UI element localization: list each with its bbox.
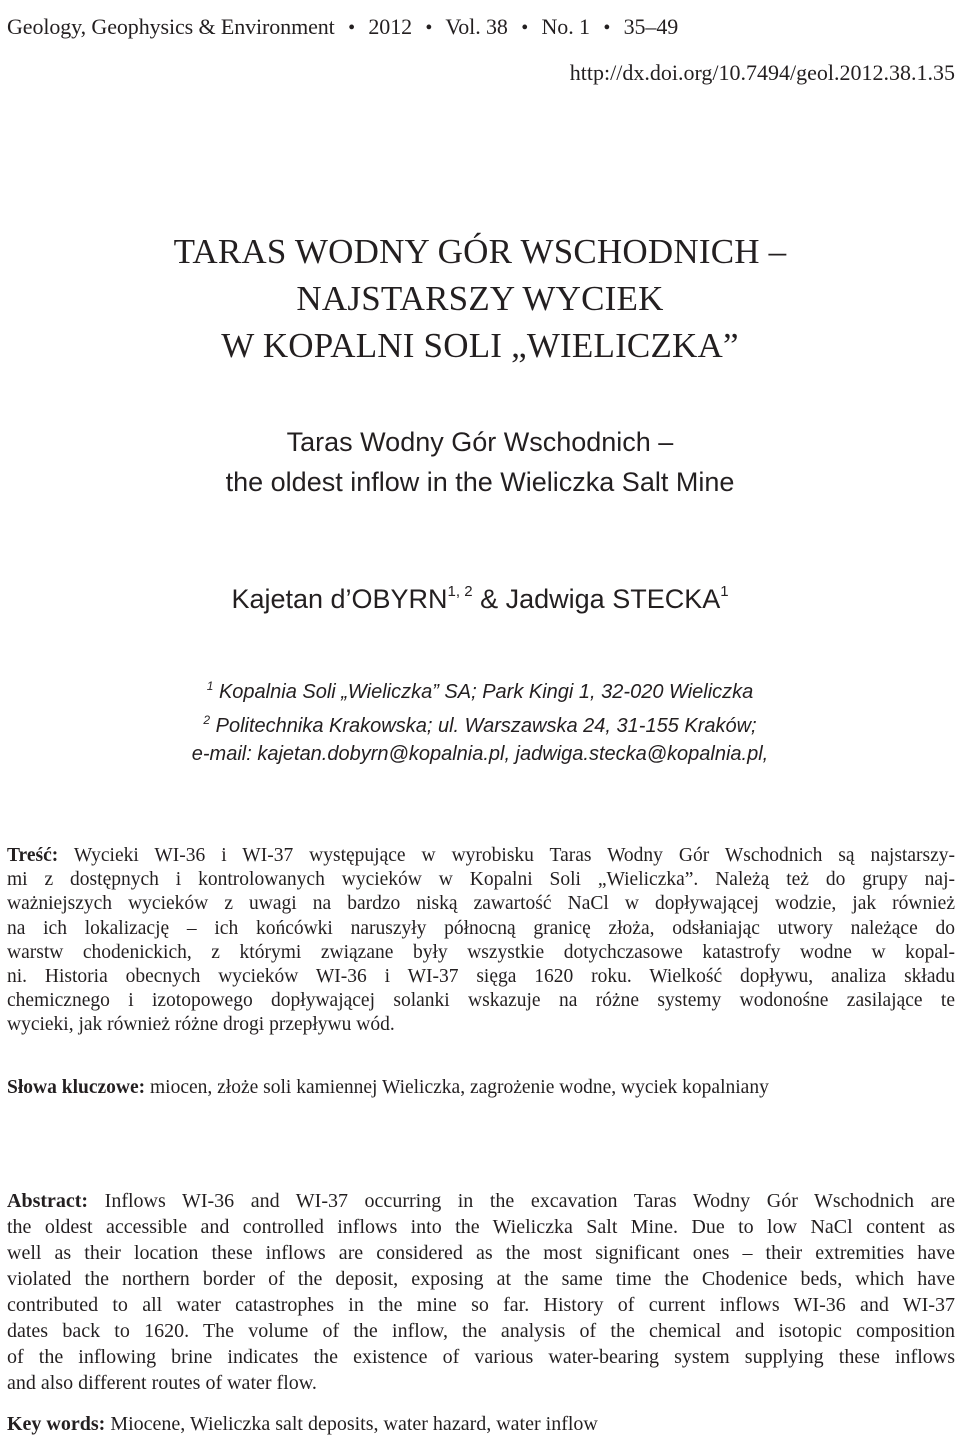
paragraph-text: Inflows WI-36 and WI-37 occurring in the excavation Taras Wodny Gór Wschodnich are <box>88 1190 955 1212</box>
journal-pages: 35–49 <box>623 14 679 39</box>
keywords-english-text: Miocene, Wieliczka salt deposits, water hazard, water inflow <box>105 1413 598 1435</box>
paragraph-line <box>7 844 955 868</box>
bullet-separator: • <box>603 17 611 39</box>
author-name: Jadwiga STECKA <box>505 584 721 614</box>
paragraph-line: violated the northern border of the deposit, exposing at the same time the Chodenice beds, which have <box>7 1268 955 1290</box>
author-name: Kajetan d’OBYRN <box>231 584 448 614</box>
keywords-english-label: Key words: <box>7 1413 106 1435</box>
title-english <box>0 422 960 502</box>
abstract-english <box>7 1188 955 1396</box>
affiliation-email[interactable]: e-mail: kajetan.dobyrn@kopalnia.pl, jadwiga.stecka@kopalnia.pl, <box>191 743 769 765</box>
abstract-polish <box>7 844 955 1038</box>
affiliation-email-line <box>0 740 960 768</box>
paragraph-line: warstw chodenickich, z którymi związane były wszystkie dotychczasowe katastrofy wodne w kopal- <box>7 941 955 963</box>
abstract-polish-label: Treść: <box>7 845 59 866</box>
abstract-english-label: Abstract: <box>7 1190 89 1212</box>
paragraph-line: wycieki, jak również różne drogi przepływu wód. <box>7 1014 395 1036</box>
title-polish-line: NAJSTARSZY WYCIEK <box>296 279 664 318</box>
journal-number: No. 1 <box>541 14 590 39</box>
affiliation-sup: 1 <box>206 679 214 693</box>
title-polish <box>0 228 960 369</box>
journal-header <box>7 14 678 40</box>
paragraph-line: of the inflowing brine indicates the existence of various water-bearing system supplying these inflows <box>7 1346 955 1368</box>
paragraph-line: ważniejszych wycieków z uwagi na bardzo niską zawartość NaCl w dopływającej wodzie, jak również <box>7 893 955 915</box>
author-affiliation-sup: 1 <box>720 583 729 600</box>
affiliation-line <box>0 706 960 740</box>
paragraph-text: Wycieki WI-36 i WI-37 występujące w wyrobisku Taras Wodny Gór Wschodnich są najstarszy- <box>58 845 955 866</box>
journal-volume: Vol. 38 <box>445 14 508 39</box>
paragraph-line: na ich lokalizację – ich końcówki naruszyły północną granicę złoża, odsłaniając utwory należące do <box>7 917 955 939</box>
title-polish-line: TARAS WODNY GÓR WSCHODNICH – <box>173 232 787 271</box>
affiliation-line <box>0 672 960 706</box>
authors-line <box>0 575 960 616</box>
author-separator: & <box>480 584 499 614</box>
paragraph-line: ni. Historia obecnych wycieków WI-36 i WI-37 sięga 1620 roku. Wielkość dopływu, analiza składu <box>7 966 955 988</box>
paragraph-line: contributed to all water catastrophes in the mine so far. History of current inflows WI-36 and WI-37 <box>7 1294 955 1316</box>
paragraph-line: mi z dostępnych i kontrolowanych wycieków w Kopalni Soli „Wieliczka”. Należą też do grupy naj- <box>7 869 955 891</box>
bullet-separator: • <box>521 17 529 39</box>
paragraph-line: dates back to 1620. The volume of the inflow, the analysis of the chemical and isotopic composition <box>7 1320 955 1342</box>
keywords-polish-text: miocen, złoże soli kamiennej Wieliczka, zagrożenie wodne, wyciek kopalniany <box>145 1077 769 1098</box>
journal-year: 2012 <box>368 14 412 39</box>
affiliation-text: Kopalnia Soli „Wieliczka” SA; Park Kingi 1, 32-020 Wieliczka <box>218 681 754 703</box>
affiliation-sup: 2 <box>203 713 211 727</box>
affiliations <box>0 672 960 768</box>
title-polish-line: W KOPALNI SOLI „WIELICZKA” <box>221 326 739 365</box>
keywords-english <box>7 1412 955 1436</box>
doi-link[interactable]: http://dx.doi.org/10.7494/geol.2012.38.1.35 <box>569 60 955 85</box>
paragraph-line: and also different routes of water flow. <box>7 1372 317 1394</box>
keywords-polish <box>7 1076 955 1100</box>
author-affiliation-sup: 1, 2 <box>447 583 473 600</box>
bullet-separator: • <box>348 17 355 39</box>
bullet-separator: • <box>425 17 433 39</box>
title-english-line: Taras Wodny Gór Wschodnich – <box>286 427 674 457</box>
paragraph-line: chemicznego i izotopowego dopływającej solanki wskazuje na różne systemy wodonośne zasilające te <box>7 990 955 1012</box>
title-english-line: the oldest inflow in the Wieliczka Salt Mine <box>225 467 735 497</box>
journal-name: Geology, Geophysics & Environment <box>7 14 335 39</box>
paragraph-line <box>7 1188 955 1214</box>
keywords-polish-label: Słowa kluczowe: <box>7 1077 146 1098</box>
paragraph-line: well as their location these inflows are considered as the most significant ones – their extremities have <box>7 1242 955 1264</box>
paragraph-line: the oldest accessible and controlled inflows into the Wieliczka Salt Mine. Due to low NaCl content as <box>7 1216 955 1238</box>
affiliation-text: Politechnika Krakowska; ul. Warszawska 24, 31-155 Kraków; <box>215 715 757 737</box>
